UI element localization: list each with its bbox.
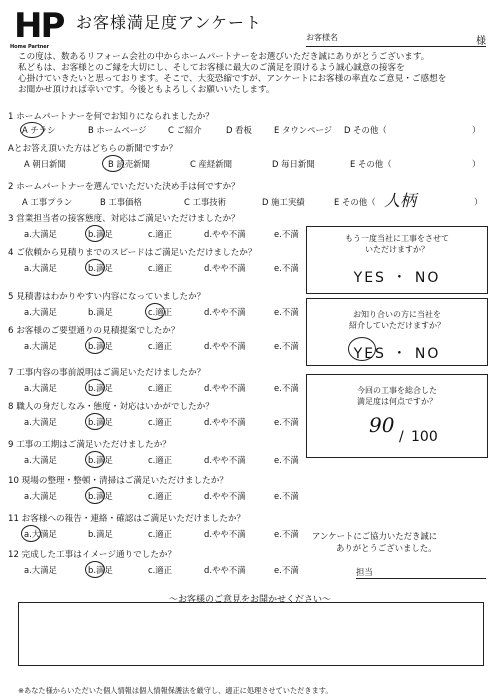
option-d[interactable]: D 毎日新聞 [272, 159, 315, 169]
logo-subtext: Home Partner [10, 44, 50, 50]
score-max: 100 [411, 429, 438, 445]
rating-option[interactable]: e.不満 [274, 529, 299, 539]
logo-text: HP [14, 6, 64, 46]
question-8: 8 職人の身だしなみ・態度・対応はいかがでしたか？ [8, 402, 214, 412]
rating-option[interactable]: b.満足 [88, 455, 113, 465]
option-other[interactable]: E その他（ [350, 159, 392, 169]
rating-option[interactable]: e.不満 [274, 383, 299, 393]
box-question-line: いただけますか？ [365, 245, 429, 254]
question-11: 11 お客様への報告・連絡・確認はご満足いただけましたか？ [8, 514, 246, 524]
intro-text [18, 52, 488, 96]
rating-option[interactable]: d.やや不満 [204, 565, 246, 575]
privacy-note: ※あなた様からいただいた個人情報は個人情報保護法を厳守し、適正に処理させていただきます。 [18, 686, 333, 695]
option-other[interactable]: E その他（ [334, 197, 376, 207]
option-b[interactable]: B 工事価格 [100, 197, 142, 207]
rating-option[interactable]: e.不満 [274, 229, 299, 239]
answer-circle [85, 337, 105, 354]
answer-circle [21, 525, 41, 542]
rating-option[interactable]: a.大満足 [24, 383, 57, 393]
option-a[interactable]: A 朝日新聞 [24, 159, 66, 169]
rating-option[interactable]: d.やや不満 [204, 341, 246, 351]
box-question-line: お知り合いの方に当社を [353, 310, 441, 319]
box-question-line: 満足度は何点ですか？ [357, 397, 437, 406]
answer-circle [20, 122, 44, 138]
rating-option[interactable]: b.満足 [88, 529, 113, 539]
rating-option[interactable]: d.やや不満 [204, 307, 246, 317]
question-9: 9 工事の工期はご満足いただけましたか？ [8, 440, 171, 450]
answer-circle [85, 487, 105, 504]
rating-options [12, 416, 302, 428]
option-a[interactable]: A チラシ [22, 125, 56, 135]
answer-circle [348, 337, 376, 361]
rating-option[interactable]: e.不満 [274, 341, 299, 351]
rating-options [12, 454, 302, 466]
rating-option[interactable]: c.適正 [148, 341, 173, 351]
option-a[interactable]: A 工事プラン [22, 197, 73, 207]
rating-option[interactable]: e.不満 [274, 307, 299, 317]
question-10: 10 現場の整理・整頓・清掃はご満足いただけましたか？ [8, 476, 228, 486]
rating-option[interactable]: b.満足 [88, 491, 113, 501]
rating-option[interactable]: a.大満足 [24, 341, 57, 351]
handwritten-score: 90 [369, 413, 395, 437]
rating-option[interactable]: e.不満 [274, 565, 299, 575]
answer-circle [85, 413, 105, 430]
rating-option[interactable]: a.大満足 [24, 565, 57, 575]
rating-option[interactable]: d.やや不満 [204, 455, 246, 465]
customer-name-field[interactable] [306, 32, 486, 47]
score-slash: / [399, 429, 404, 445]
question-6: 6 お客様のご要望通りの見積提案でしたか？ [8, 326, 180, 336]
rating-options [12, 490, 302, 502]
rating-option[interactable]: c.適正 [148, 229, 173, 239]
rating-option[interactable]: c.適正 [148, 565, 173, 575]
rating-option[interactable]: e.不満 [274, 455, 299, 465]
rating-options [12, 262, 302, 274]
thanks-line: アンケートにご協力いただき誠に [312, 531, 438, 541]
rating-option[interactable]: e.不満 [274, 263, 299, 273]
rating-option[interactable]: c.適正 [148, 263, 173, 273]
logo [8, 8, 66, 52]
answer-circle [85, 225, 105, 242]
answer-circle [85, 259, 105, 276]
box-question-line: 今回の工事を総合した [357, 386, 437, 395]
option-c[interactable]: C 産経新聞 [190, 159, 233, 169]
rating-option[interactable]: b.満足 [88, 565, 113, 575]
box-question-line: もう一度当社に工事をさせて [345, 234, 449, 243]
rating-options [12, 528, 302, 540]
rating-option[interactable]: d.やや不満 [204, 529, 246, 539]
rating-option[interactable]: c.適正 [148, 307, 173, 317]
question-3: 3 営業担当者の接客態度、対応はご満足いただけましたか？ [8, 214, 240, 224]
thanks-line: ありがとうございました。 [336, 543, 437, 553]
rating-option[interactable]: c.適正 [148, 417, 173, 427]
rating-option[interactable]: a.大満足 [24, 417, 57, 427]
page-title: お客様満足度アンケート [76, 13, 263, 32]
rating-option[interactable]: a.大満足 [24, 307, 57, 317]
rating-option[interactable]: b.満足 [88, 307, 113, 317]
option-d[interactable]: D 看板 [226, 125, 252, 135]
rating-option[interactable]: d.やや不満 [204, 263, 246, 273]
rating-option[interactable]: b.満足 [88, 341, 113, 351]
rating-option[interactable]: d.やや不満 [204, 383, 246, 393]
rating-options [12, 340, 302, 352]
option-c[interactable]: C ご紹介 [168, 125, 202, 135]
comment-box[interactable] [18, 602, 484, 666]
rating-option[interactable]: b.満足 [88, 229, 113, 239]
rating-option[interactable]: d.やや不満 [204, 491, 246, 501]
option-b[interactable]: B 読売新聞 [108, 159, 150, 169]
rating-options [12, 382, 302, 394]
intro-line: 私どもは、お客様とのご縁を大切にし、そしてお客様に最大のご満足を頂けるよう誠心誠意の接客を [18, 63, 405, 73]
rating-option[interactable]: c.適正 [148, 455, 173, 465]
rating-option[interactable]: c.適正 [148, 491, 173, 501]
yes-no-answer[interactable]: YES ・ NO [353, 346, 441, 362]
question-1-options [12, 124, 482, 136]
answer-circle [85, 379, 105, 396]
repeat-order-box [306, 226, 488, 294]
option-b[interactable]: B ホームページ [88, 125, 147, 135]
rating-option[interactable]: e.不満 [274, 491, 299, 501]
handwritten-other-answer: 人柄 [384, 191, 417, 210]
answer-circle [102, 155, 124, 172]
rating-option[interactable]: c.適正 [148, 529, 173, 539]
option-other-close: ） [474, 197, 483, 207]
rating-option[interactable]: c.適正 [148, 383, 173, 393]
question-1-sub: Aとお答え頂いた方はどちらの新聞ですか？ [8, 144, 178, 154]
answer-circle [85, 451, 105, 468]
question-1: 1 ホームパートナーを何でお知りになられましたか？ [8, 112, 214, 122]
question-4: 4 ご依頼から見積りまでのスピードはご満足いただけましたか？ [8, 248, 257, 258]
option-e[interactable]: E タウンページ [274, 125, 333, 135]
question-5: 5 見積書はわかりやすい内容になっていましたか？ [8, 292, 206, 302]
rating-option[interactable]: d.やや不満 [204, 229, 246, 239]
staff-label: 担当 [356, 567, 373, 577]
option-d[interactable]: D 施工実績 [262, 197, 305, 207]
question-1-sub-options [12, 158, 482, 170]
intro-line: 心掛けていきたいと思っております。そこで、大変恐縮ですが、アンケートにお客様の率直なご意見・ご感想を [18, 74, 447, 84]
rating-options [12, 564, 302, 576]
question-7: 7 工事内容の事前説明はご満足いただけましたか？ [8, 368, 206, 378]
option-other[interactable]: D その他（ [344, 125, 387, 135]
staff-line[interactable] [356, 578, 486, 579]
comment-heading: ～お客様のご意見をお聞かせください～ [168, 595, 331, 605]
answer-circle [85, 561, 105, 578]
rating-option[interactable]: e.不満 [274, 417, 299, 427]
rating-option[interactable]: b.満足 [88, 263, 113, 273]
option-other-close: ） [472, 159, 481, 169]
overall-score-box [306, 374, 488, 458]
box-question-line: 紹介していただけますか？ [349, 321, 445, 330]
intro-line: この度は、数あるリフォーム会社の中からホームパートナーをお選びいただき誠にありがとうございます。 [18, 52, 430, 62]
thanks-message [312, 530, 437, 554]
rating-option[interactable]: a.大満足 [24, 455, 57, 465]
question-12: 12 完成した工事はイメージ通りでしたか？ [8, 550, 177, 560]
question-2: 2 ホームパートナーを選んでいただいた決め手は何ですか？ [8, 182, 240, 192]
rating-option[interactable]: a.大満足 [24, 491, 57, 501]
rating-option[interactable]: a.大満足 [24, 263, 57, 273]
option-other-close: ） [472, 125, 481, 135]
rating-option[interactable]: a.大満足 [24, 529, 57, 539]
rating-option[interactable]: b.満足 [88, 417, 113, 427]
option-c[interactable]: C 工事技術 [184, 197, 227, 207]
answer-circle [145, 303, 165, 320]
customer-suffix: 様 [476, 36, 486, 47]
customer-name-label: お客様名 [306, 33, 338, 42]
rating-option[interactable]: d.やや不満 [204, 417, 246, 427]
referral-box [306, 298, 488, 366]
rating-option[interactable]: a.大満足 [24, 229, 57, 239]
yes-no-answer[interactable]: YES ・ NO [353, 270, 441, 286]
rating-option[interactable]: b.満足 [88, 383, 113, 393]
rating-options [12, 228, 302, 240]
intro-line: お聞かせ頂ければ幸いです。今後ともよろしくお願いいたします。 [18, 85, 275, 95]
